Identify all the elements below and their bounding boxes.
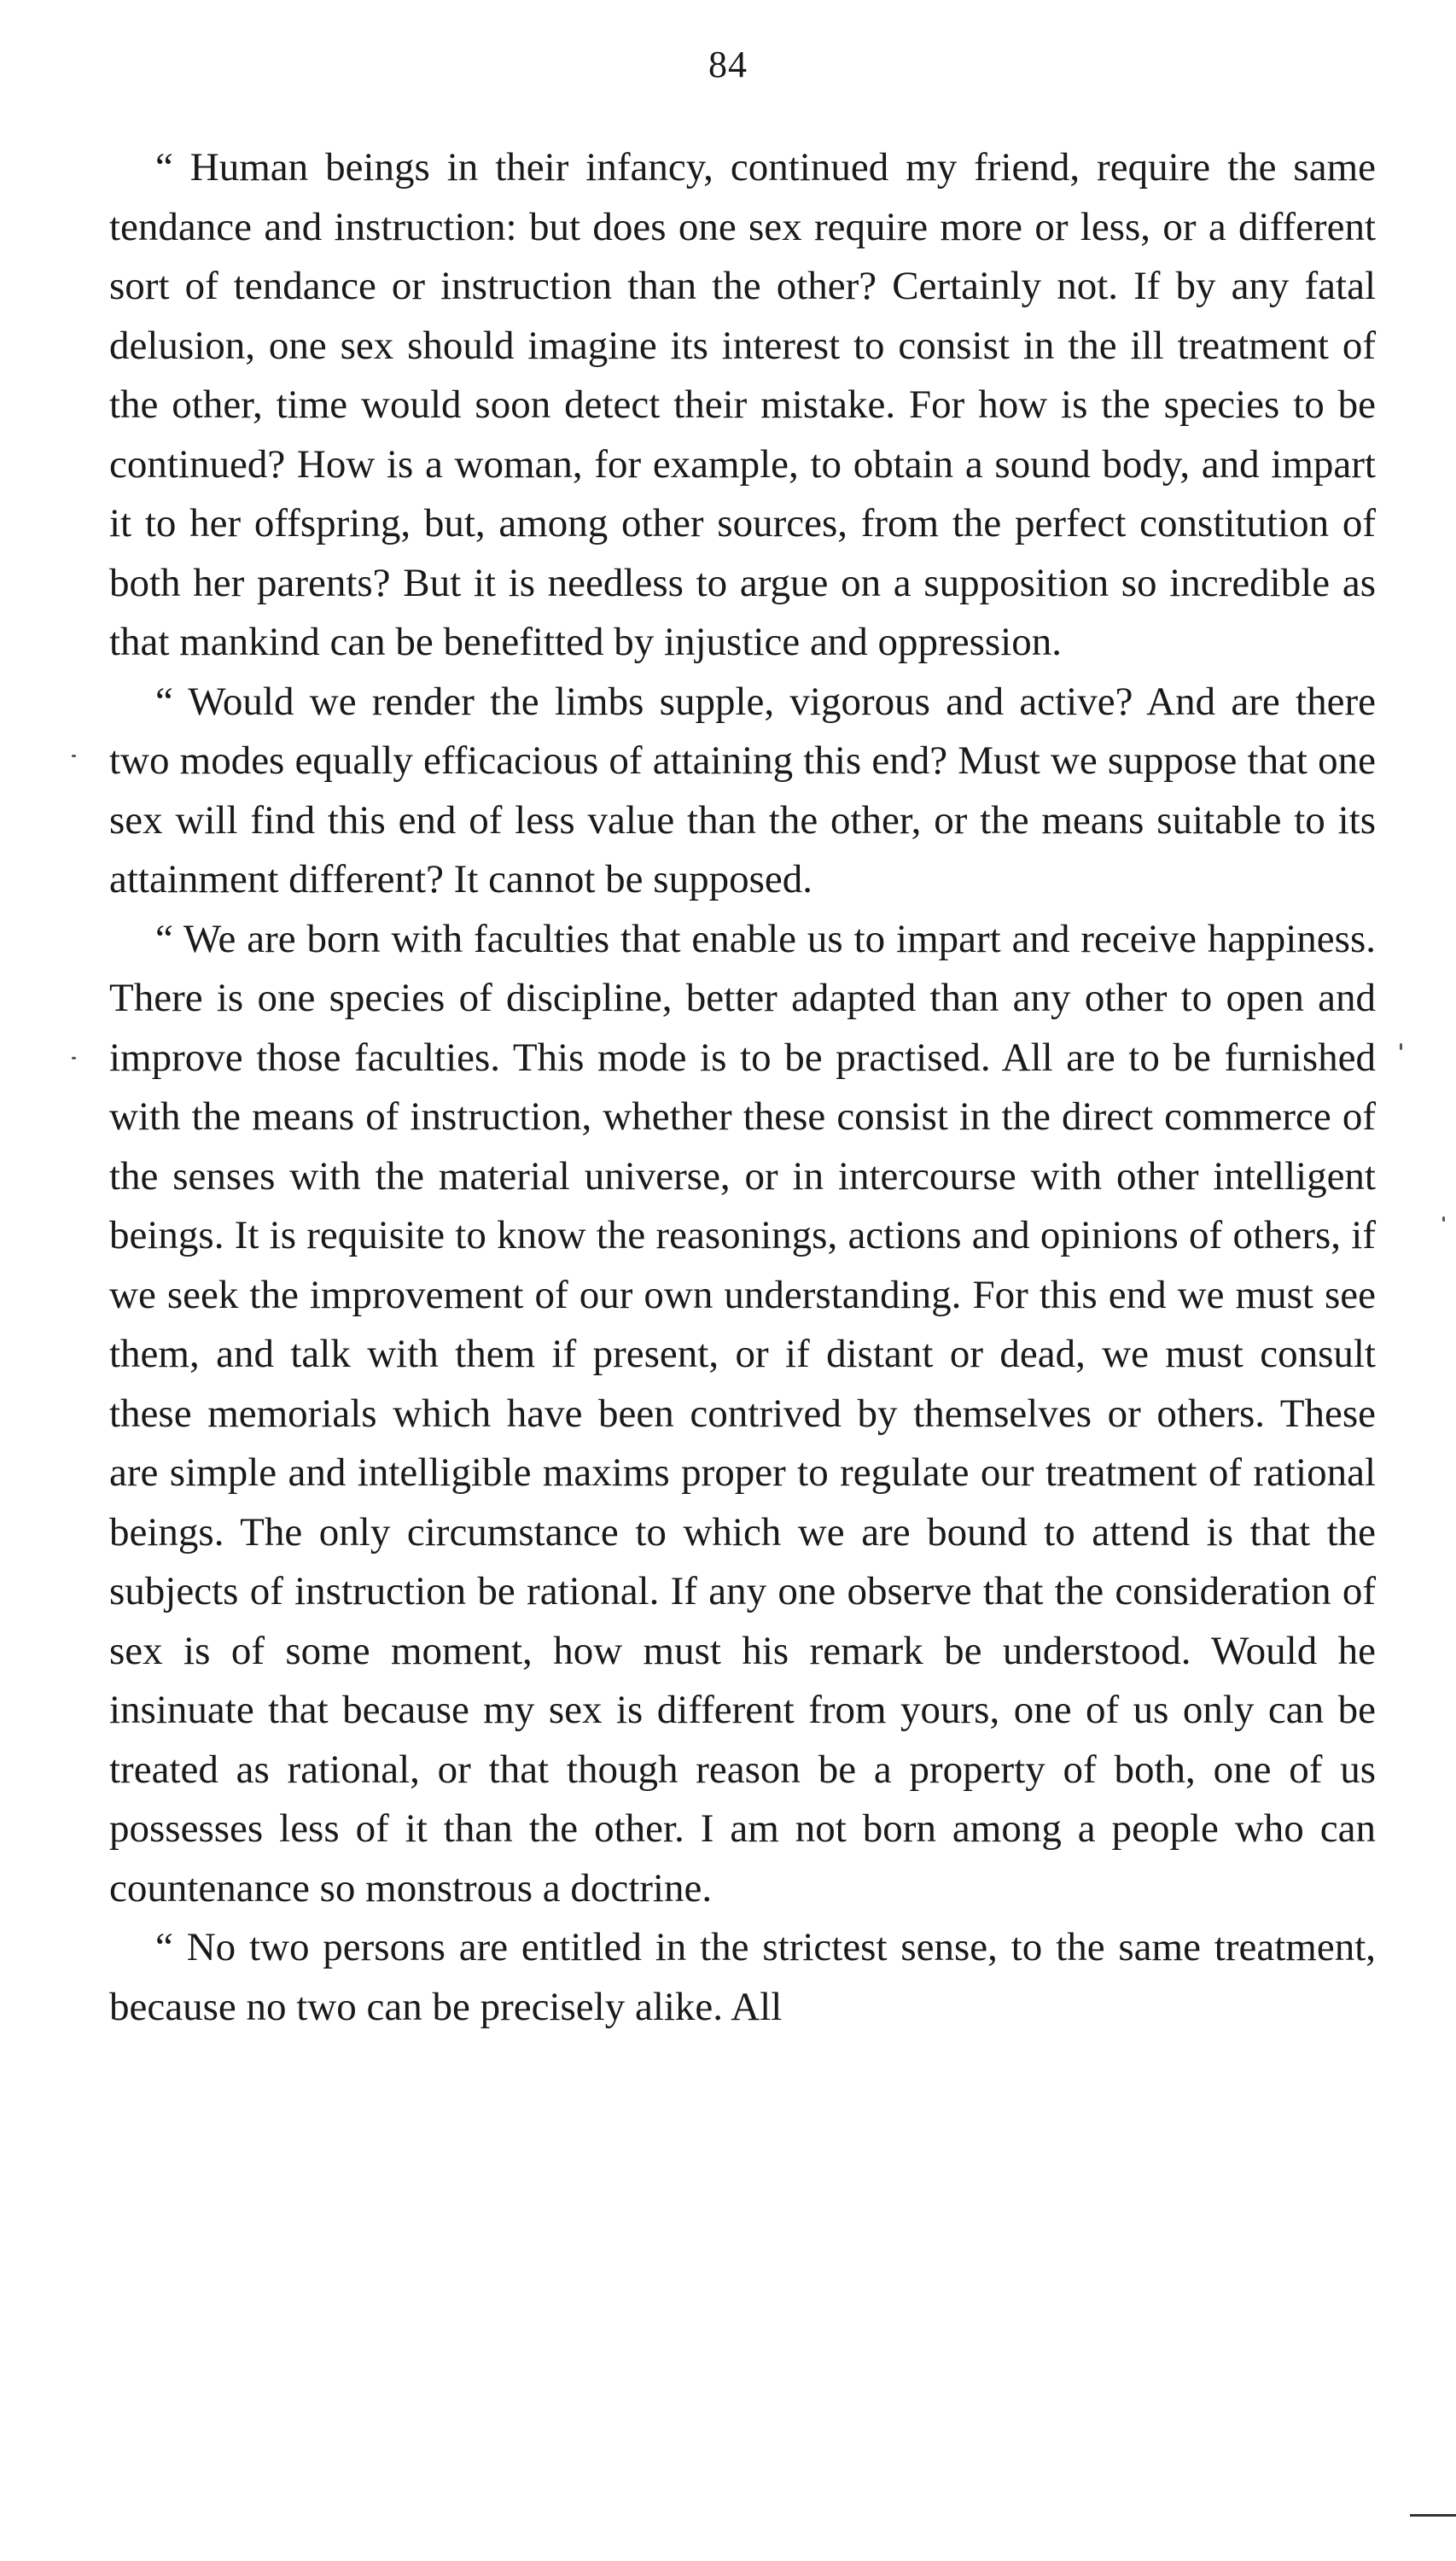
paragraph-2: “ Would we render the limbs supple, vigorous and active? And are there two modes equally efficacious of attaining this end? Must we suppose that one sex will find this end of less value than the other, or the means suitable to its attainment different? It cannot be supposed. <box>109 679 1376 901</box>
margin-speck-right-2 <box>1442 1216 1445 1222</box>
paragraph-1: “ Human beings in their infancy, continued my friend, require the same tendance and instruction: but does one sex require more or less, or a different sort of tendance or instruction than the other? Certainly not. If by any fatal delusion, one sex should imagine its interest to consist in the ill treatment of the other, time would soon detect their mistake. For how is the species to be continued? How is a woman, for example, to obtain a sound body, and impart it to her offspring, but, among other sources, from the perfect constitution of both her parents? But it is needless to argue on a supposition so incredible as that mankind can be benefitted by injustice and oppression. <box>109 145 1376 664</box>
body-text <box>109 138 1376 2037</box>
margin-speck-right <box>1400 1043 1402 1050</box>
page-number: 84 <box>708 44 748 85</box>
paragraph-3: “ We are born with faculties that enable us to impart and receive happiness. There is one species of discipline, better adapted than any other to open and improve those faculties. This mode is to be practised. All are to be furnished with the means of instruction, whether these consist in the direct commerce of the senses with the material universe, or in intercourse with other intelligent beings. It is requisite to know the reasonings, actions and opinions of others, if we seek the improvement of our own understanding. For this end we must see them, and talk with them if present, or if distant or dead, we must consult these memorials which have been contrived by themselves or others. These are simple and intelligible maxims proper to regulate our treatment of rational beings. The only circumstance to which we are bound to attend is that the subjects of instruction be rational. If any one observe that the consideration of sex is of some moment, how must his remark be understood. Would he insinuate that because my sex is different from yours, one of us only can be treated as rational, or that though reason be a property of both, one of us possesses less of it than the other. I am not born among a people who can countenance so monstrous a doctrine. <box>109 916 1376 1911</box>
margin-speck-left <box>72 755 76 757</box>
corner-rule <box>1410 2514 1456 2517</box>
margin-speck-left-2 <box>72 1057 76 1059</box>
paragraph-4: “ No two persons are entitled in the strictest sense, to the same treatment, because no two can be precisely alike. All <box>109 1925 1376 2029</box>
